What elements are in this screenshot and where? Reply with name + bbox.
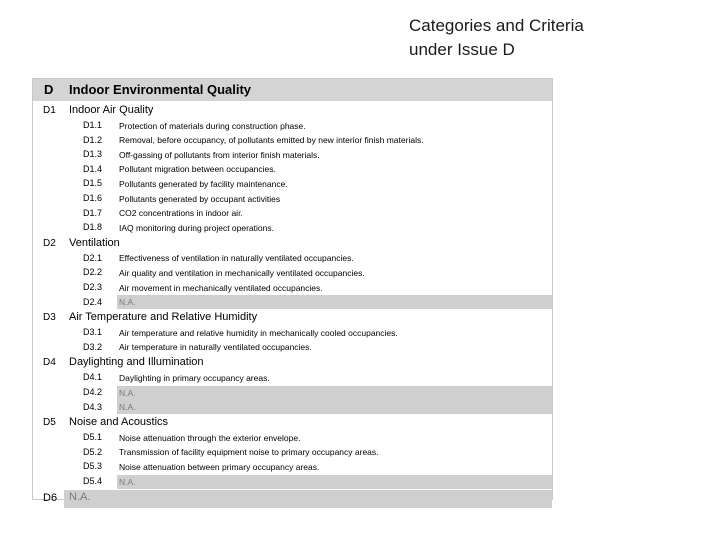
- criterion-code: D4.1: [83, 372, 103, 383]
- criterion-text: N.A.: [119, 476, 136, 487]
- criterion-text: Air temperature and relative humidity in mechanically cooled occupancies.: [119, 327, 398, 338]
- criterion-code: D3.1: [83, 327, 103, 338]
- criterion-code: D4.3: [83, 401, 103, 412]
- na-band: [117, 386, 552, 400]
- criterion-code: D5.1: [83, 432, 103, 443]
- criterion-code: D5.4: [83, 476, 103, 486]
- header-title: Indoor Environmental Quality: [69, 82, 252, 97]
- issue-title: Noise and Acoustics: [69, 416, 169, 429]
- criterion-text: Air quality and ventilation in mechanically ventilated occupancies.: [119, 267, 365, 278]
- issue-code: D4: [43, 357, 56, 369]
- criterion-code: D1.1: [83, 120, 103, 130]
- criterion-code: D2.2: [83, 267, 103, 278]
- criterion-code: D1.7: [83, 207, 103, 218]
- criterion-code: D5.3: [83, 461, 103, 472]
- criterion-text: IAQ monitoring during project operations.: [119, 222, 274, 233]
- criterion-code: D2.3: [83, 282, 103, 292]
- criterion-code: D4.2: [83, 387, 103, 397]
- na-band: [117, 475, 552, 489]
- criterion-text: N.A.: [119, 387, 136, 398]
- criterion-code: D1.6: [83, 193, 103, 203]
- criterion-text: Air temperature in naturally ventilated occupancies.: [119, 342, 312, 353]
- criterion-text: Daylighting in primary occupancy areas.: [119, 372, 270, 383]
- na-band: [64, 490, 552, 508]
- criterion-text: Removal, before occupancy, of pollutants emitted by new interior finish materials.: [119, 135, 424, 146]
- criterion-text: CO2 concentrations in indoor air.: [119, 208, 243, 219]
- issue-title: N.A.: [69, 490, 91, 503]
- criterion-code: D2.1: [83, 252, 103, 263]
- criterion-code: D1.3: [83, 149, 103, 160]
- criterion-text: Pollutants generated by facility maintenance.: [119, 178, 288, 189]
- criterion-text: Pollutants generated by occupant activities: [119, 193, 281, 204]
- criterion-code: D1.8: [83, 222, 103, 233]
- criterion-text: N.A.: [119, 402, 136, 413]
- issue-code: D3: [43, 312, 56, 324]
- criterion-code: D2.4: [83, 296, 103, 307]
- criterion-code: D1.5: [83, 178, 103, 189]
- criterion-code: D3.2: [83, 341, 103, 352]
- issue-title: Ventilation: [69, 236, 120, 249]
- na-band: [117, 295, 552, 309]
- criterion-code: D5.2: [83, 446, 103, 457]
- criterion-text: Transmission of facility equipment noise to primary occupancy areas.: [119, 447, 379, 458]
- issue-title: Daylighting and Illumination: [69, 356, 204, 369]
- issue-code: D2: [43, 237, 56, 249]
- criterion-text: Noise attenuation through the exterior envelope.: [119, 432, 301, 443]
- header-code: D: [44, 82, 54, 97]
- issue-code: D6: [43, 491, 58, 504]
- issue-code: D5: [43, 417, 56, 429]
- issue-title: Indoor Air Quality: [69, 104, 154, 116]
- criterion-text: Air movement in mechanically ventilated occupancies.: [119, 282, 323, 293]
- criterion-code: D1.2: [83, 134, 103, 145]
- slide-title: Categories and Criteria under Issue D: [409, 16, 584, 59]
- issue-code: D1: [43, 105, 56, 116]
- criterion-text: Pollutant migration between occupancies.: [119, 164, 276, 175]
- criterion-code: D1.4: [83, 163, 103, 174]
- criterion-text: N.A.: [119, 297, 136, 308]
- issue-title: Air Temperature and Relative Humidity: [69, 311, 258, 324]
- criterion-text: Off-gassing of pollutants from interior finish materials.: [119, 149, 320, 160]
- na-band: [117, 400, 552, 414]
- criterion-text: Effectiveness of ventilation in naturally ventilated occupancies.: [119, 253, 354, 264]
- table-header: [33, 79, 552, 101]
- criterion-text: Noise attenuation between primary occupancy areas.: [119, 461, 320, 472]
- criterion-text: Protection of materials during construction phase.: [119, 120, 306, 131]
- criteria-table: [32, 78, 553, 504]
